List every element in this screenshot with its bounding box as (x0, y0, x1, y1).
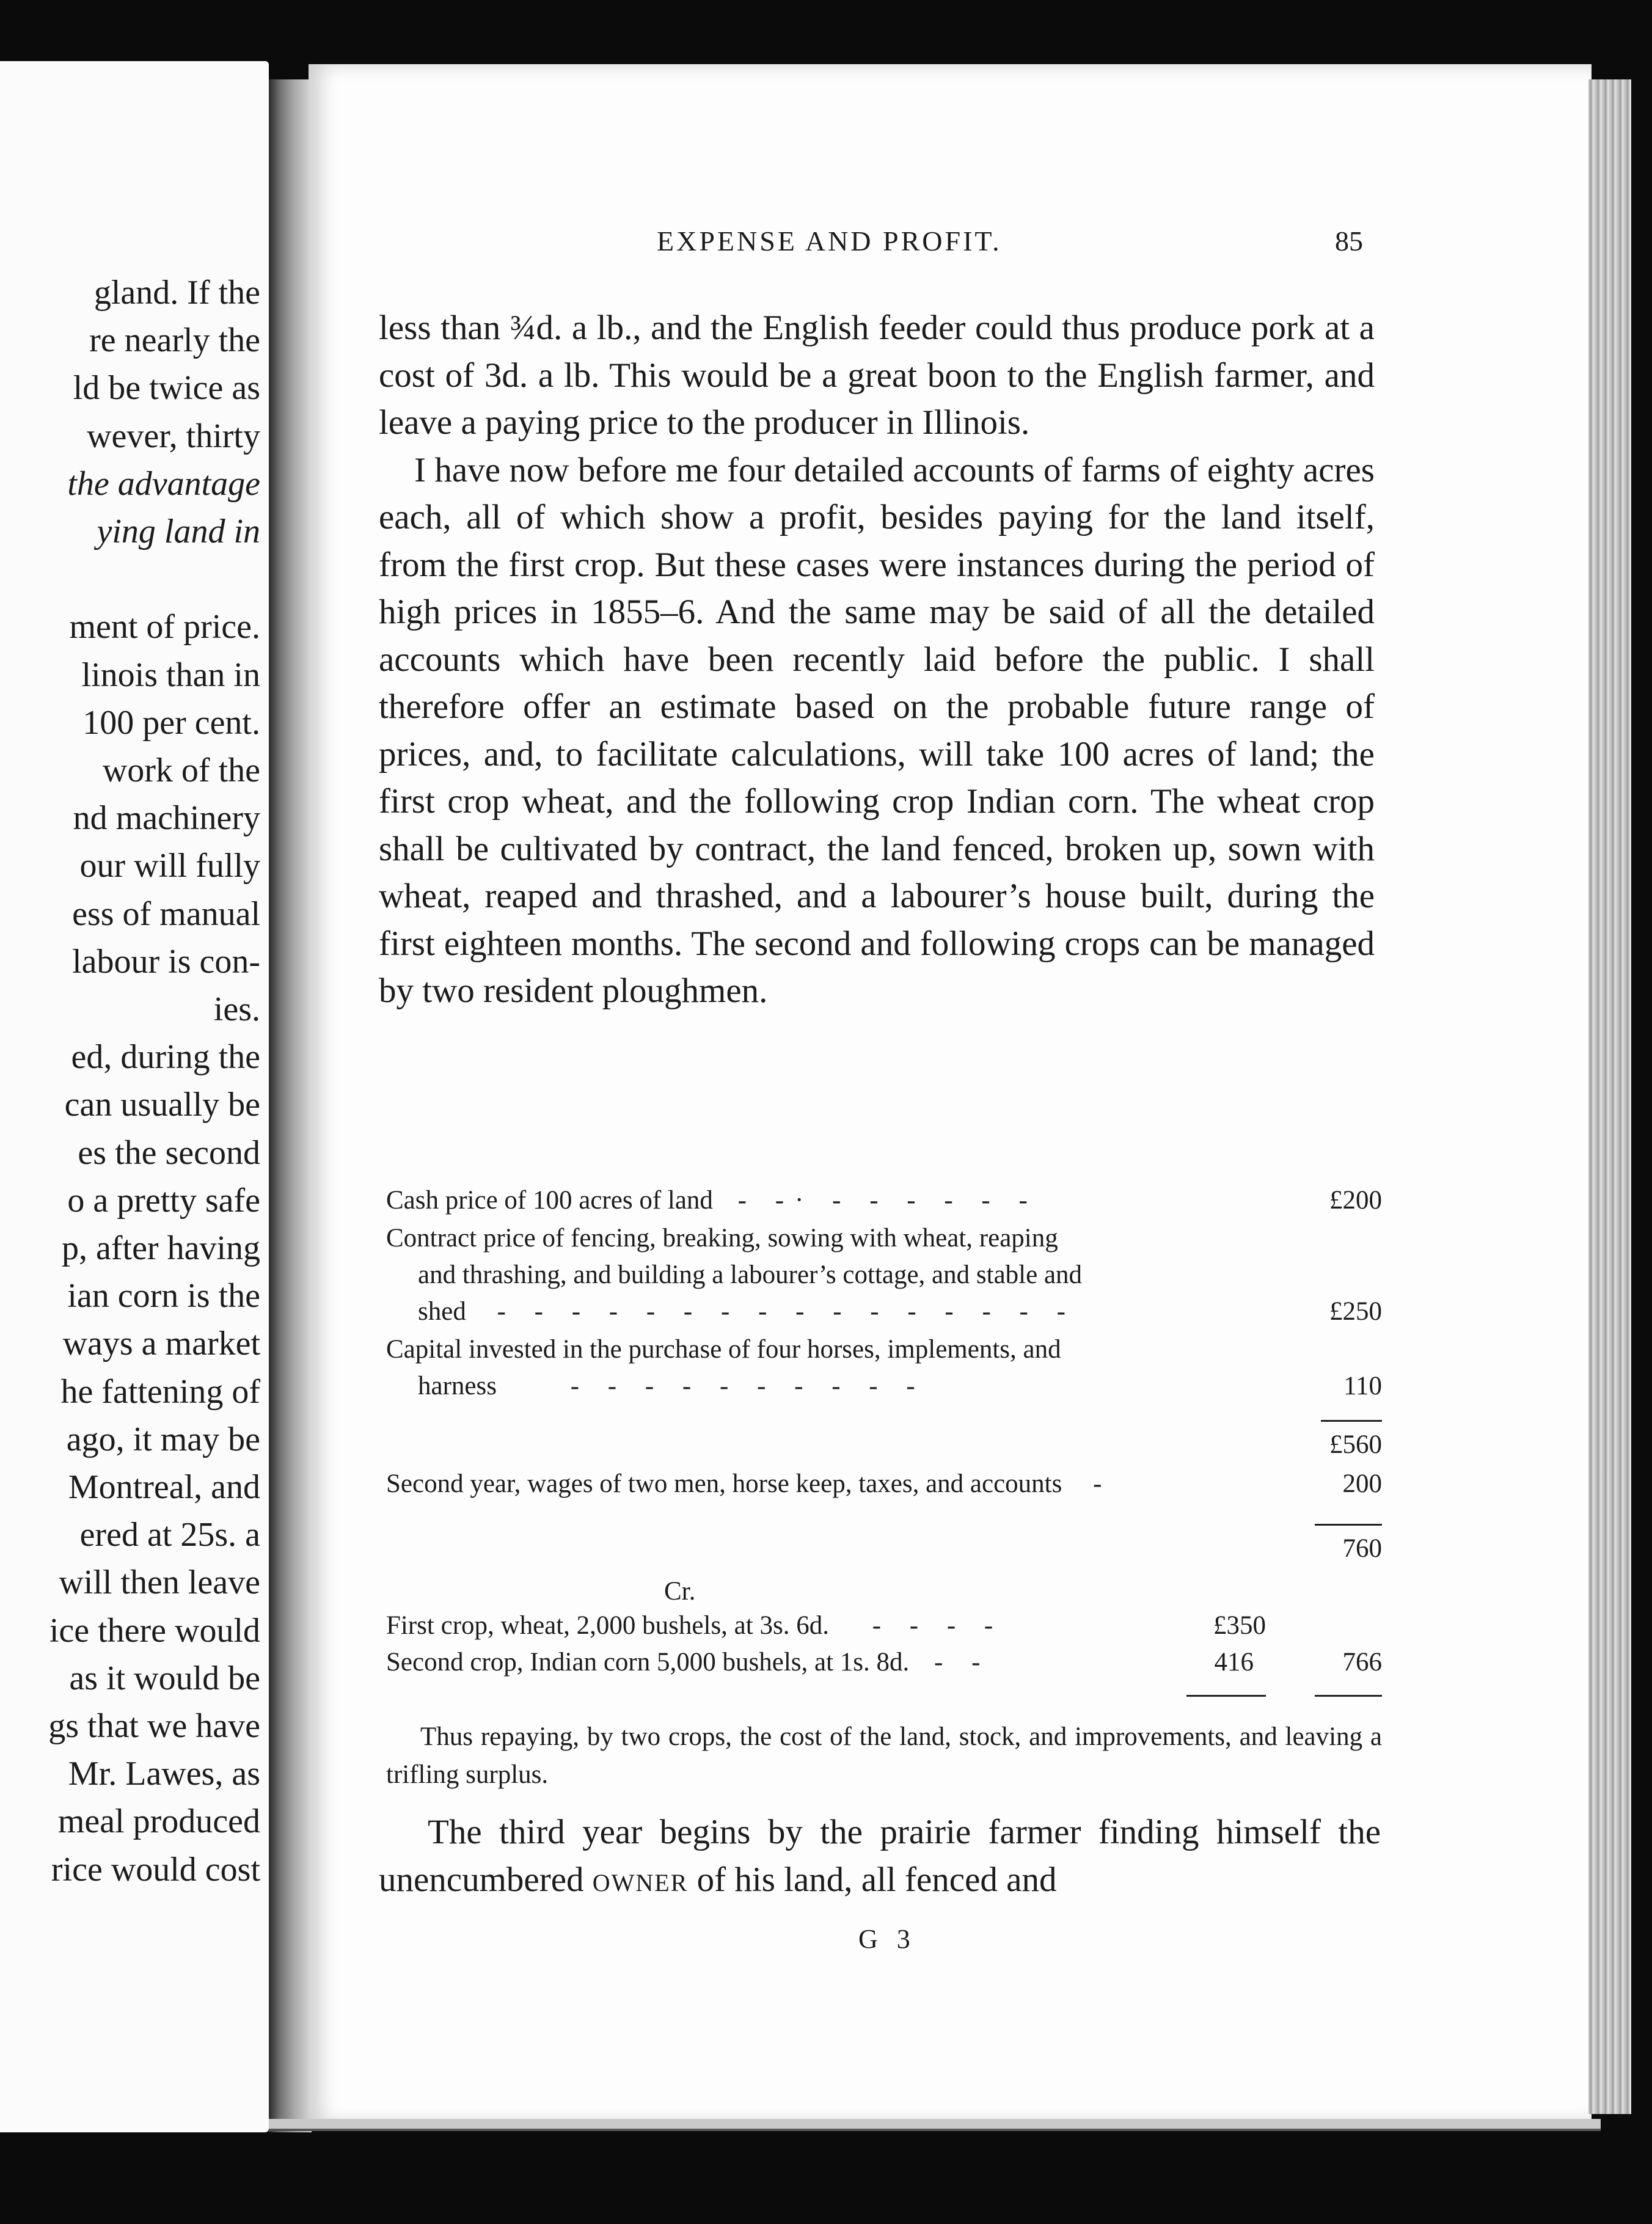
ledger-row-contract-line2: and thrashing, and building a labourer’s cottage, and stable and (418, 1260, 1083, 1289)
ledger-row-first-crop (386, 1611, 1004, 1641)
sum-rule (1321, 1420, 1382, 1422)
left-page-line: as it would be (69, 1659, 260, 1697)
ledger-note (386, 1718, 1382, 1794)
ledger-row-contract-line1: Contract price of fencing, breaking, sowing with wheat, reaping (386, 1224, 1058, 1253)
leader-dots: - (1093, 1469, 1102, 1498)
left-page-line: ered at 25s. a (79, 1516, 260, 1554)
left-page-line: gland. If the (93, 274, 260, 312)
page-bottom-edge (269, 2119, 1601, 2131)
left-page-line: Mr. Lawes, as (68, 1755, 260, 1793)
printer-signature-mark: G 3 (858, 1924, 916, 1954)
ledger-label: Cash price of 100 acres of land (386, 1186, 713, 1215)
ledger-row-contract-line3 (418, 1297, 1076, 1326)
left-page-line: ice there would (49, 1611, 260, 1650)
left-facing-page (0, 61, 269, 2132)
running-head: EXPENSE AND PROFIT. (657, 225, 1002, 257)
left-page-line: Montreal, and (68, 1468, 260, 1506)
ledger-subtotal-2: 760 (1342, 1534, 1382, 1563)
ledger-total-credit: 766 (1342, 1648, 1382, 1677)
page-number: 85 (1335, 225, 1363, 257)
left-page-line: o a pretty safe (67, 1181, 260, 1220)
leader-dots: - - - - - - - - - - (570, 1372, 926, 1400)
sum-rule (1186, 1695, 1266, 1697)
left-page-line: p, after having (62, 1229, 260, 1267)
left-page-line: re nearly the (89, 321, 260, 360)
left-page-line: labour is con- (72, 942, 260, 981)
closing-paragraph-text (379, 1809, 1381, 1904)
ledger-label: harness (418, 1372, 497, 1400)
left-page-line: he fattening of (60, 1372, 260, 1411)
left-page-line: can usually be (64, 1086, 260, 1124)
credit-heading: Cr. (664, 1577, 696, 1606)
left-page-line: gs that we have (48, 1707, 260, 1745)
closing-text-before: The third year begins by the prairie farmer finding himself the unencumbered (379, 1813, 1381, 1899)
closing-text-after: of his land, all fenced and (696, 1860, 1057, 1899)
left-page-line: ago, it may be (66, 1420, 260, 1458)
left-page-line: linois than in (81, 656, 260, 694)
leader-dots: - - (934, 1648, 992, 1677)
left-page-line: ying land in (97, 513, 260, 551)
ledger-row-second-year (386, 1469, 1102, 1499)
ledger-amount-second-crop: 416 (1214, 1648, 1254, 1677)
ledger-row-second-crop (386, 1647, 991, 1677)
ledger-label: shed (418, 1297, 466, 1326)
paragraph-2: I have now before me four detailed accounts of farms of eighty acres each, all of which show a profit, besides paying for the land itself, from the first crop. But these cases were instances during the period of high prices in 1855–6. And the same may be said of all the detailed accounts which have been recently laid before the public. I shall therefore offer an estimate based on the probable future range of prices, and, to facilitate calculations, will take 100 acres of land; the first crop wheat, and the following crop Indian corn. The wheat crop shall be cultivated by contract, the land fenced, broken up, sown with wheat, reaped and thrashed, and a labourer’s house built, during the first eighteen months. The second and following crops can be managed by two resident ploughmen. (379, 450, 1375, 1010)
closing-paragraph (379, 1809, 1381, 1904)
left-page-line: work of the (102, 752, 260, 789)
ledger-amount-first-crop: £350 (1213, 1611, 1266, 1640)
left-page-line: rice would cost (51, 1850, 260, 1889)
ledger-row-capital-line2 (418, 1371, 926, 1401)
ledger-label: First crop, wheat, 2,000 bushels, at 3s. 6d. (386, 1611, 829, 1640)
left-page-line: ld be twice as (73, 369, 260, 408)
ledger-amount-land: £200 (1329, 1186, 1382, 1215)
left-page-line: wever, thirty (87, 417, 260, 455)
paragraph-1: less than ¾d. a lb., and the English feeder could thus produce pork at a cost of 3d. a lb. This would be a great boon to the English farmer, and leave a paying price to the producer in Illinois. (379, 309, 1375, 442)
ledger-label: Second crop, Indian corn 5,000 bushels, at 1s. 8d. (386, 1648, 910, 1677)
left-page-line: ed, during the (71, 1038, 260, 1077)
left-page-line: ment of price. (69, 608, 260, 646)
leader-dots: - - - - - - - - - - - - - - - - (497, 1297, 1076, 1326)
closing-emphasis: owner (592, 1860, 689, 1899)
left-page-line: ies. (213, 990, 260, 1028)
ledger-subtotal-1: £560 (1329, 1430, 1382, 1459)
ledger-label: Second year, wages of two men, horse keep, taxes, and accounts (386, 1469, 1062, 1498)
sum-rule (1315, 1695, 1382, 1697)
ledger-amount-contract: £250 (1329, 1297, 1382, 1326)
ledger-amount-capital: 110 (1343, 1372, 1382, 1400)
left-page-line: ess of manual (72, 894, 260, 933)
left-page-line: es the second (78, 1133, 260, 1172)
left-page-line: will then leave (59, 1564, 260, 1602)
left-page-line: meal produced (57, 1802, 260, 1841)
ledger-note-text: Thus repaying, by two crops, the cost of the land, stock, and improvements, and leaving a trifling surplus. (386, 1722, 1382, 1789)
left-page-line: 100 per cent. (82, 703, 260, 742)
sum-rule (1315, 1524, 1382, 1526)
left-page-line: our will fully (79, 847, 260, 885)
book-gutter (269, 79, 312, 2132)
page-edges (1588, 79, 1631, 2114)
left-page-line: ways a market (62, 1325, 260, 1363)
leader-dots: - -· - - - - - - (737, 1186, 1039, 1215)
ledger-amount-second-year: 200 (1342, 1469, 1382, 1498)
left-page-line: nd machinery (73, 799, 260, 838)
left-page-line: ian corn is the (67, 1277, 260, 1315)
leader-dots: - - - - (872, 1611, 1004, 1640)
ledger-row-land (386, 1185, 1039, 1215)
left-page-line: the advantage (67, 464, 260, 503)
body-text (379, 304, 1375, 1015)
ledger-row-capital-line1: Capital invested in the purchase of four horses, implements, and (386, 1335, 1061, 1364)
